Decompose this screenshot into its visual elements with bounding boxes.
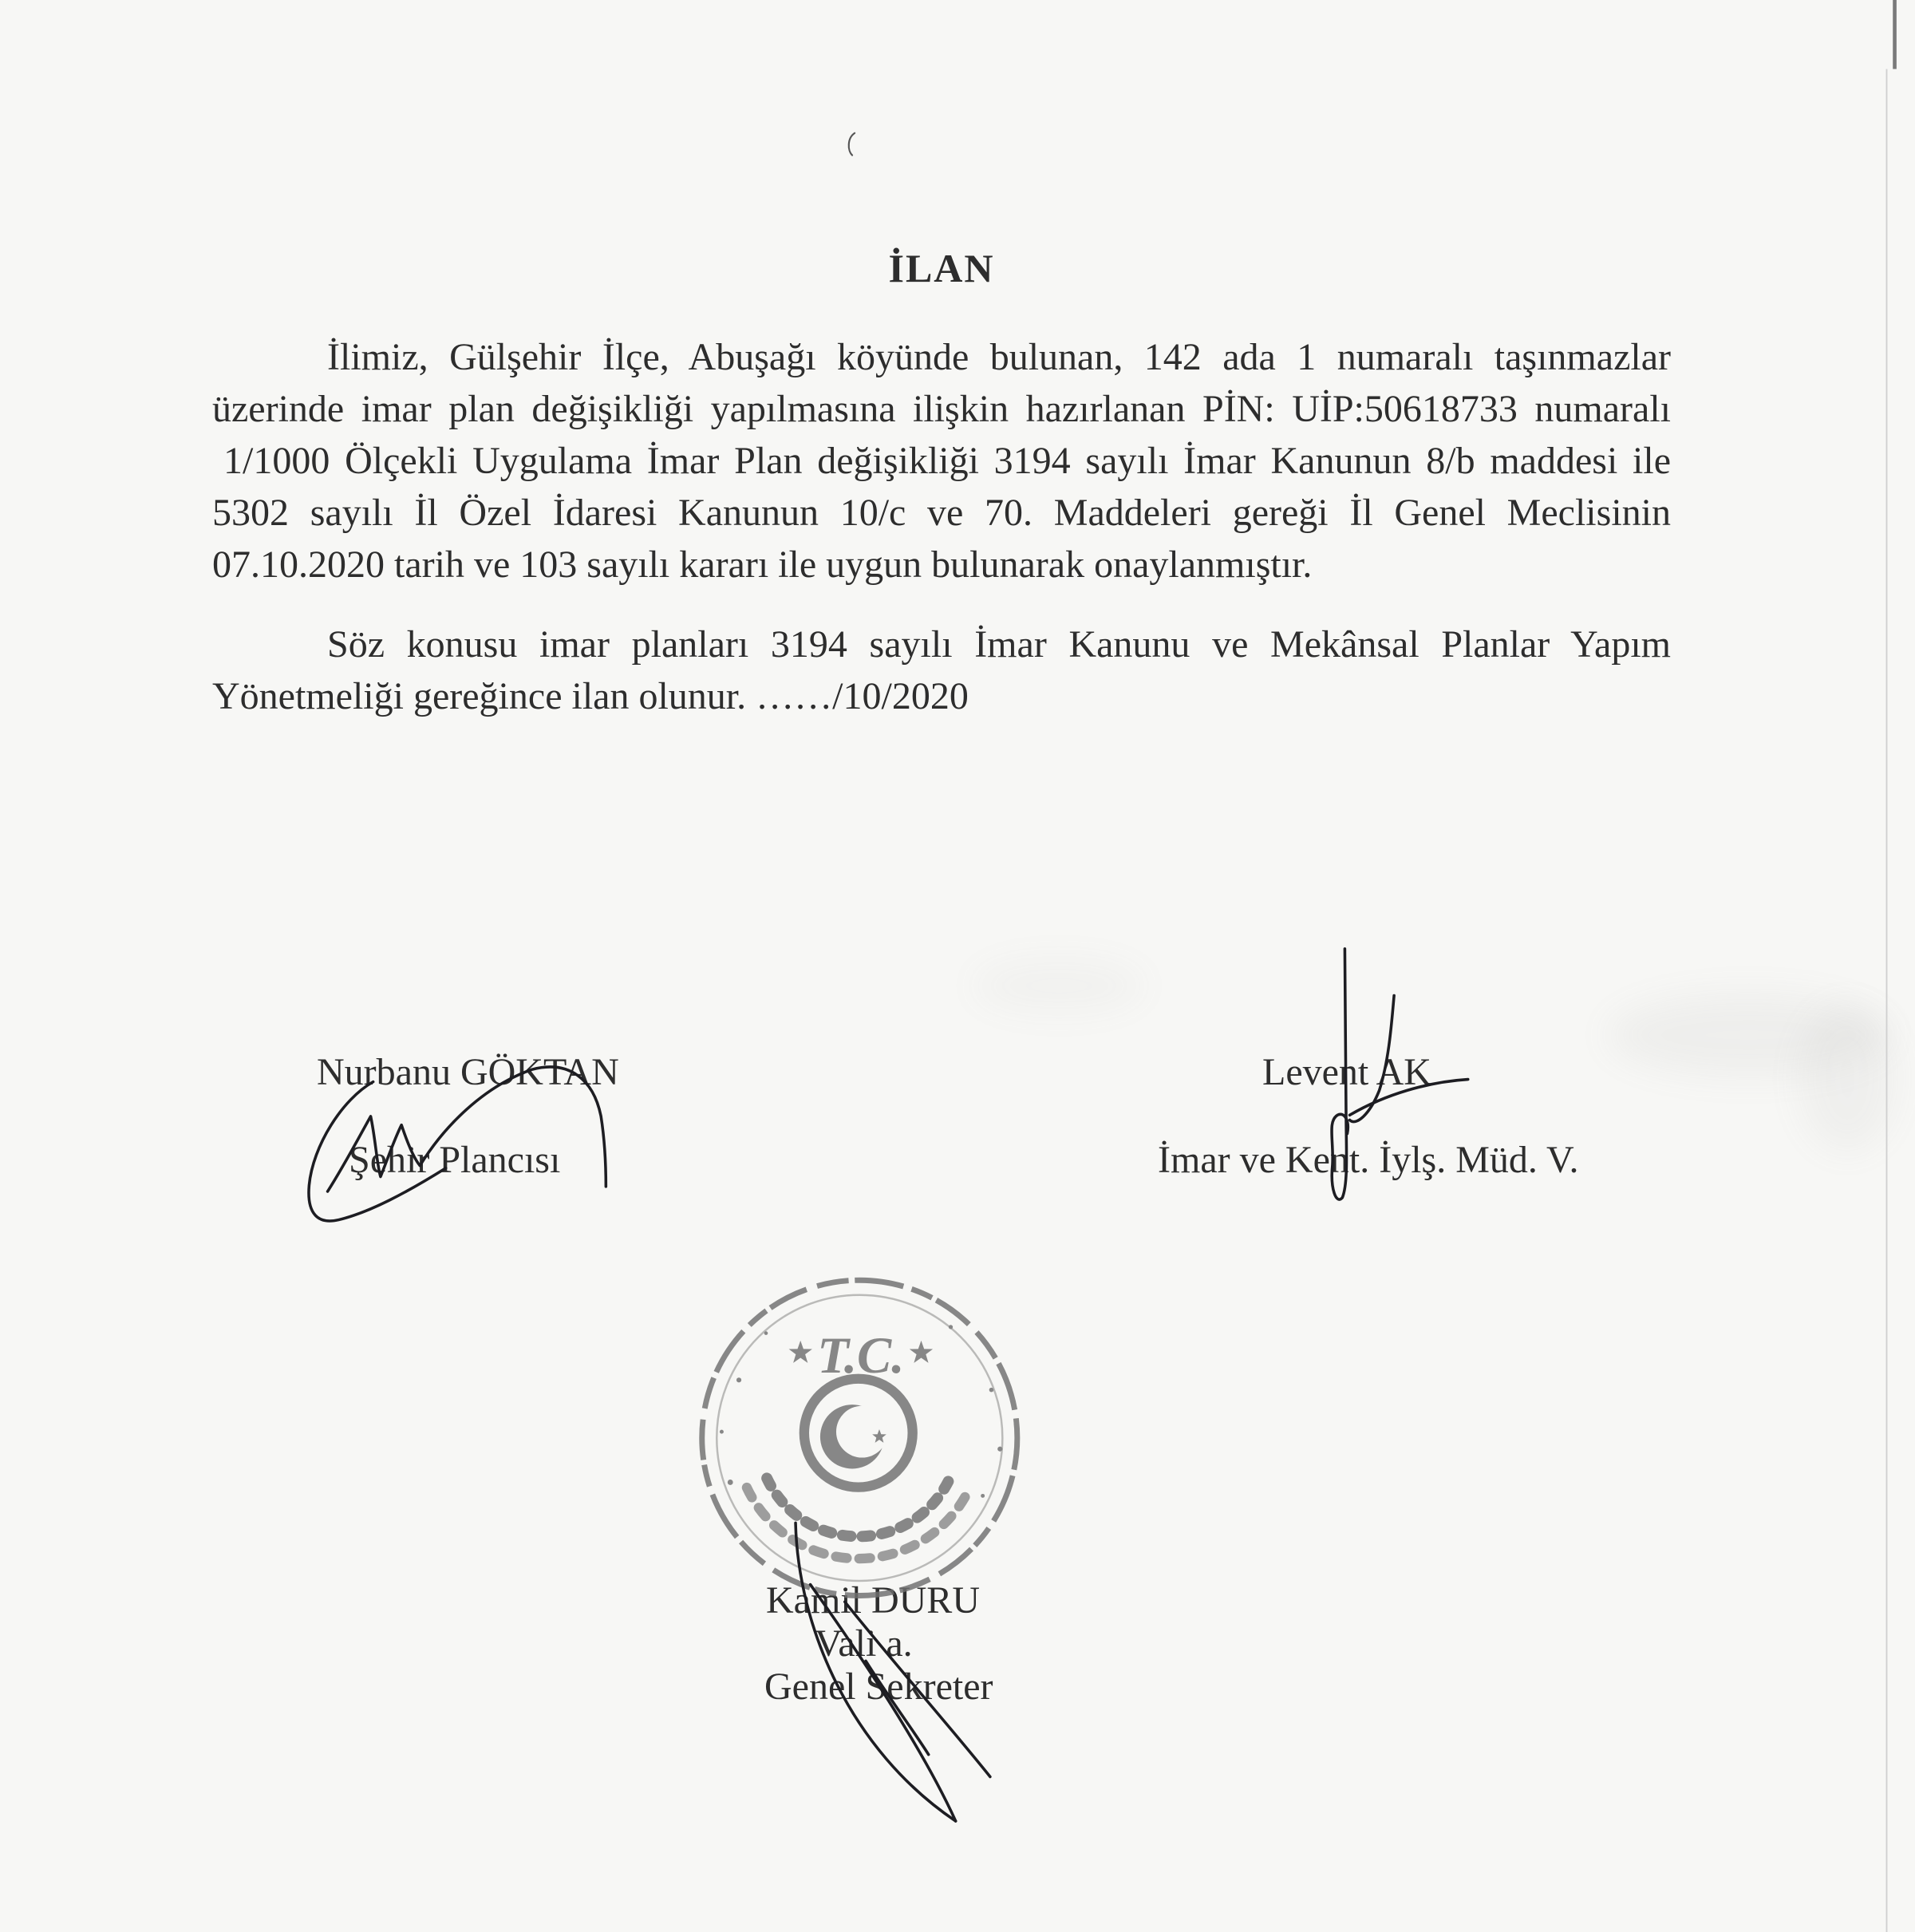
stamp-crescent-cutout — [836, 1406, 888, 1458]
speckle — [728, 1480, 733, 1485]
speckle — [736, 1377, 741, 1382]
speckle — [981, 1494, 985, 1498]
stamp-star-left-icon — [789, 1341, 812, 1363]
stamp-emblem-star-icon — [872, 1429, 886, 1443]
document-title: İLAN — [888, 246, 995, 290]
paragraph-2 — [212, 618, 1671, 722]
paragraph-2-line-2: Yönetmeliği gereğince ilan olunur. ……/10/2020 — [212, 675, 969, 717]
signatory-center-title-line-2: Genel Sekreter — [764, 1665, 993, 1708]
signatory-right-title: İmar ve Kent. İylş. Müd. V. — [1158, 1139, 1579, 1181]
stray-mark — [849, 133, 855, 156]
stamp-speckles — [720, 1325, 1002, 1498]
stamp-star-right-icon — [910, 1341, 933, 1363]
paragraph-1 — [212, 331, 1671, 591]
stamp-inner-ring — [717, 1295, 1002, 1581]
speckle — [949, 1325, 953, 1329]
signatory-left-title: Şehir Plancısı — [349, 1139, 561, 1181]
stamp-bottom-lettering-outer — [747, 1488, 970, 1559]
stamp-emblem-ring — [804, 1379, 913, 1488]
speckle — [764, 1331, 768, 1335]
speckle — [989, 1388, 994, 1393]
stamp-top-text: T.C. — [817, 1327, 905, 1385]
paragraph-2-line-1: Söz konusu imar planları 3194 sayılı İmar Kanunu ve Mekânsal Planlar Yapım — [327, 623, 1671, 666]
signatory-right-name: Levent AK — [1262, 1051, 1431, 1093]
speckle — [997, 1447, 1002, 1452]
paragraph-1-line-5: 07.10.2020 tarih ve 103 sayılı kararı ile uygun bulunarak onaylanmıştır. — [212, 543, 1313, 586]
smudge — [1798, 1004, 1896, 1152]
stamp-outer-ring — [702, 1280, 1017, 1595]
speckle — [720, 1430, 724, 1434]
signatory-center-name: Kamil DURU — [766, 1579, 980, 1622]
stamp-bottom-lettering-inner — [767, 1478, 950, 1536]
paragraph-1-line-1: İlimiz, Gülşehir İlçe, Abuşağı köyünde bulunan, 142 ada 1 numaralı taşınmazlar — [327, 336, 1671, 378]
paragraph-1-line-4: 5302 sayılı İl Özel İdaresi Kanunun 10/c ve 70. Maddeleri gereği İl Genel Meclisinin — [212, 492, 1671, 534]
paragraph-1-line-2: üzerinde imar plan değişikliği yapılmasına ilişkin hazırlanan PİN: UİP:50618733 numaralı — [212, 388, 1671, 430]
stamp-crescent-icon — [820, 1405, 884, 1468]
signatory-left-name: Nurbanu GÖKTAN — [317, 1051, 619, 1093]
smudge — [973, 958, 1145, 1013]
page-edge-mark — [1893, 0, 1897, 69]
official-stamp — [702, 1280, 1017, 1595]
signatory-center-title-line-1: Vali a. — [815, 1622, 913, 1665]
smudge — [1607, 993, 1890, 1077]
paragraph-1-line-3: 1/1000 Ölçekli Uygulama İmar Plan değişikliği 3194 sayılı İmar Kanunun 8/b maddesi ile — [223, 440, 1671, 482]
